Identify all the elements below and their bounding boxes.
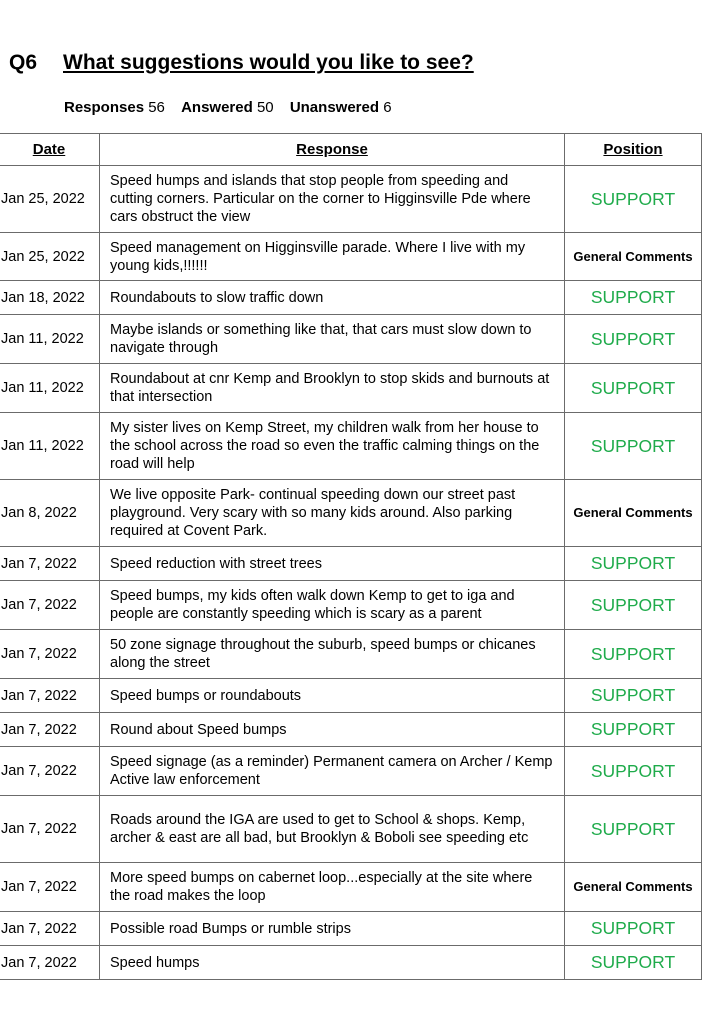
support-position-label: SUPPORT: [590, 685, 676, 705]
support-position-label: SUPPORT: [590, 553, 676, 573]
row-date: Jan 25, 2022: [0, 166, 100, 233]
table-row: [0, 713, 702, 747]
row-position-cell: [565, 547, 702, 581]
question-heading: [9, 51, 474, 75]
support-position-label: SUPPORT: [590, 594, 676, 615]
table-row: [0, 480, 702, 547]
table-row: [0, 747, 702, 796]
row-position-cell: [565, 796, 702, 863]
row-date: Jan 7, 2022: [0, 679, 100, 713]
row-date: Jan 11, 2022: [0, 413, 100, 480]
table-row: [0, 581, 702, 630]
unanswered-label: Unanswered: [289, 99, 380, 116]
table-row: [0, 547, 702, 581]
support-position-label: SUPPORT: [590, 377, 676, 398]
row-response: Roads around the IGA are used to get to School & shops. Kemp, archer & east are all bad, but Brooklyn & Boboli see speeding etc: [100, 796, 565, 863]
row-position-cell: [565, 480, 702, 547]
row-position-cell: [565, 863, 702, 912]
row-position-cell: [565, 581, 702, 630]
row-response: Roundabout at cnr Kemp and Brooklyn to stop skids and burnouts at that intersection: [100, 364, 565, 413]
row-response: More speed bumps on cabernet loop...especially at the site where the road makes the loop: [100, 863, 565, 912]
row-position-cell: [565, 315, 702, 364]
row-date: Jan 18, 2022: [0, 281, 100, 315]
row-response: Speed humps: [100, 946, 565, 980]
row-date: Jan 7, 2022: [0, 796, 100, 863]
row-position-cell: [565, 364, 702, 413]
table-row: [0, 946, 702, 980]
general-comments-position-label: General Comments: [573, 505, 693, 520]
row-date: Jan 7, 2022: [0, 747, 100, 796]
table-row: [0, 413, 702, 480]
row-date: Jan 7, 2022: [0, 912, 100, 946]
row-response: We live opposite Park- continual speeding down our street past playground. Very scary with so many kids around. Also parking required at Covent Park.: [100, 480, 565, 547]
answered-count: 50: [256, 99, 274, 116]
row-position-cell: [565, 679, 702, 713]
table-row: [0, 796, 702, 863]
table-row: [0, 679, 702, 713]
row-position-cell: [565, 630, 702, 679]
row-response: 50 zone signage throughout the suburb, speed bumps or chicanes along the street: [100, 630, 565, 679]
response-summary: [64, 99, 392, 116]
support-position-label: SUPPORT: [590, 287, 676, 307]
table-row: [0, 630, 702, 679]
row-date: Jan 7, 2022: [0, 547, 100, 581]
table-row: [0, 863, 702, 912]
row-position-cell: [565, 281, 702, 315]
question-title: What suggestions would you like to see?: [63, 51, 474, 74]
support-position-label: SUPPORT: [590, 328, 676, 349]
table-header-row: [0, 134, 702, 166]
row-response: Speed humps and islands that stop people from speeding and cutting corners. Particular on the corner to Higginsville Pde where cars obstruct the view: [100, 166, 565, 233]
table-row: [0, 315, 702, 364]
row-response: Round about Speed bumps: [100, 713, 565, 747]
table-row: [0, 233, 702, 281]
general-comments-position-label: General Comments: [573, 248, 693, 264]
position-column-header: Position: [565, 134, 702, 166]
row-date: Jan 7, 2022: [0, 630, 100, 679]
support-position-label: SUPPORT: [590, 643, 676, 664]
row-response: Speed signage (as a reminder) Permanent camera on Archer / Kemp Active law enforcement: [100, 747, 565, 796]
responses-count: 56: [148, 99, 165, 116]
row-position-cell: [565, 233, 702, 281]
row-response: Speed bumps, my kids often walk down Kemp to get to iga and people are constantly speeding which is scary as a parent: [100, 581, 565, 630]
row-date: Jan 7, 2022: [0, 713, 100, 747]
row-response: Speed reduction with street trees: [100, 547, 565, 581]
row-response: Maybe islands or something like that, that cars must slow down to navigate through: [100, 315, 565, 364]
general-comments-position-label: General Comments: [573, 879, 693, 894]
table-row: [0, 166, 702, 233]
support-position-label: SUPPORT: [590, 918, 676, 938]
support-position-label: SUPPORT: [590, 818, 676, 839]
row-date: Jan 25, 2022: [0, 233, 100, 281]
support-position-label: SUPPORT: [590, 435, 676, 456]
row-response: Speed bumps or roundabouts: [100, 679, 565, 713]
row-response: My sister lives on Kemp Street, my children walk from her house to the school across the road so even the traffic calming things on the road will help: [100, 413, 565, 480]
table-row: [0, 912, 702, 946]
row-date: Jan 11, 2022: [0, 315, 100, 364]
row-date: Jan 8, 2022: [0, 480, 100, 547]
row-response: Speed management on Higginsville parade. Where I live with my young kids,!!!!!!: [100, 233, 565, 281]
support-position-label: SUPPORT: [590, 719, 676, 739]
support-position-label: SUPPORT: [590, 952, 676, 972]
date-column-header: Date: [0, 134, 100, 166]
row-position-cell: [565, 747, 702, 796]
support-position-label: SUPPORT: [590, 760, 676, 781]
row-date: Jan 7, 2022: [0, 946, 100, 980]
unanswered-count: 6: [383, 99, 392, 116]
response-column-header: Response: [100, 134, 565, 166]
table-row: [0, 364, 702, 413]
table-row: [0, 281, 702, 315]
responses-label: Responses: [64, 99, 145, 116]
row-date: Jan 7, 2022: [0, 863, 100, 912]
row-position-cell: [565, 166, 702, 233]
row-response: Roundabouts to slow traffic down: [100, 281, 565, 315]
row-position-cell: [565, 946, 702, 980]
row-position-cell: [565, 413, 702, 480]
row-position-cell: [565, 912, 702, 946]
responses-table: [0, 133, 702, 980]
question-number: Q6: [9, 51, 38, 74]
row-date: Jan 7, 2022: [0, 581, 100, 630]
table-body: [0, 166, 702, 980]
row-response: Possible road Bumps or rumble strips: [100, 912, 565, 946]
support-position-label: SUPPORT: [590, 188, 676, 209]
row-position-cell: [565, 713, 702, 747]
row-date: Jan 11, 2022: [0, 364, 100, 413]
answered-label: Answered: [181, 99, 253, 116]
